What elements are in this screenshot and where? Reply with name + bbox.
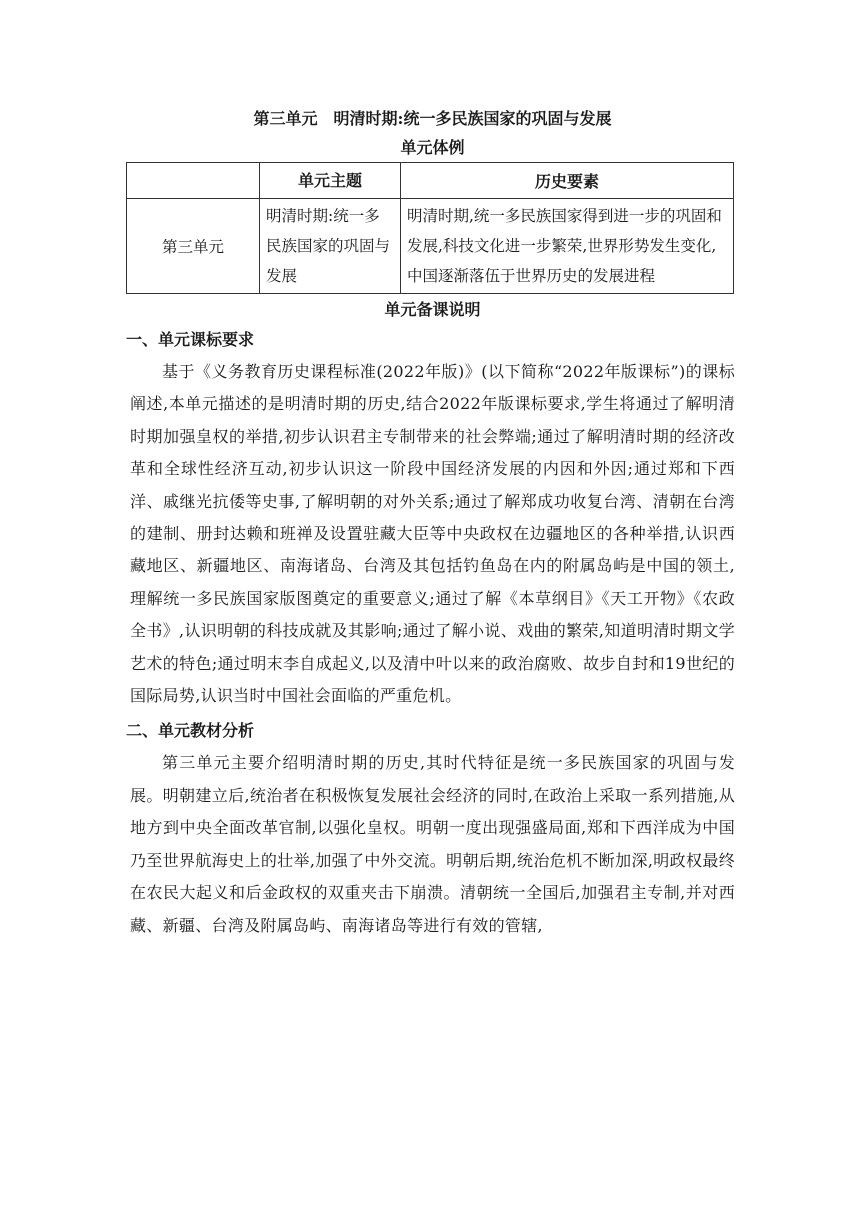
document-page <box>126 104 735 942</box>
unit-table <box>126 162 734 294</box>
table-cell-unit: 第三单元 <box>127 199 260 294</box>
section-caption: 单元备课说明 <box>384 300 481 319</box>
document-title: 第三单元 明清时期:统一多民族国家的巩固与发展 <box>253 109 612 128</box>
table-cell-theme: 明清时期:统一多民族国家的巩固与发展 <box>260 199 401 294</box>
table-header-cell <box>127 163 260 199</box>
table-header-row <box>127 163 734 199</box>
table-caption: 单元体例 <box>400 138 465 157</box>
section-heading: 一、单元课标要求 <box>126 330 255 349</box>
section-paragraph: 基于《义务教育历史课程标准(2022年版)》(以下简称“2022年版课标”)的课标阐述,本单元描述的是明清时期的历史,结合2022年版课标要求,学生将通过了解明清时期加强皇权的举措,初步认识君主专制带来的社会弊端;通过了解明清时期的经济改革和全球性经济互动,初步认识这一阶段中国经济发展的内因和外因;通过郑和下西洋、戚继光抗倭等史事,了解明朝的对外关系;通过了解郑成功收复台湾、清朝在台湾的建制、册封达赖和班禅及设置驻藏大臣等中央政权在边疆地区的各种举措,认识西藏地区、新疆地区、南海诸岛、台湾及其包括钓鱼岛在内的附属岛屿是中国的领土,理解统一多民族国家版图奠定的重要意义;通过了解《本草纲目》《天工开物》《农政全书》,认识明朝的科技成就及其影响;通过了解小说、戏曲的繁荣,知道明清时期文学艺术的特色;通过明末李自成起义,以及清中叶以来的政治腐败、故步自封和19世纪的国际局势,认识当时中国社会面临的严重危机。 <box>130 362 735 706</box>
section-heading: 二、单元教材分析 <box>126 721 255 741</box>
table-row <box>127 199 734 294</box>
table-cell-elements: 明清时期,统一多民族国家得到进一步的巩固和发展,科技文化进一步繁荣,世界形势发生变化,中国逐渐落伍于世界历史的发展进程 <box>401 199 734 294</box>
section-paragraph: 第三单元主要介绍明清时期的历史,其时代特征是统一多民族国家的巩固与发展。明朝建立后,统治者在积极恢复发展社会经济的同时,在政治上采取一系列措施,从地方到中央全面改革官制,以强化皇权。明朝一度出现强盛局面,郑和下西洋成为中国乃至世界航海史上的壮举,加强了中外交流。明朝后期,统治危机不断加深,明政权最终在农民大起义和后金政权的双重夹击下崩溃。清朝统一全国后,加强君主专制,并对西藏、新疆、台湾及附属岛屿、南海诸岛等进行有效的管辖, <box>130 753 735 935</box>
table-header-cell: 历史要素 <box>401 163 734 199</box>
table-header-cell: 单元主题 <box>260 163 401 199</box>
